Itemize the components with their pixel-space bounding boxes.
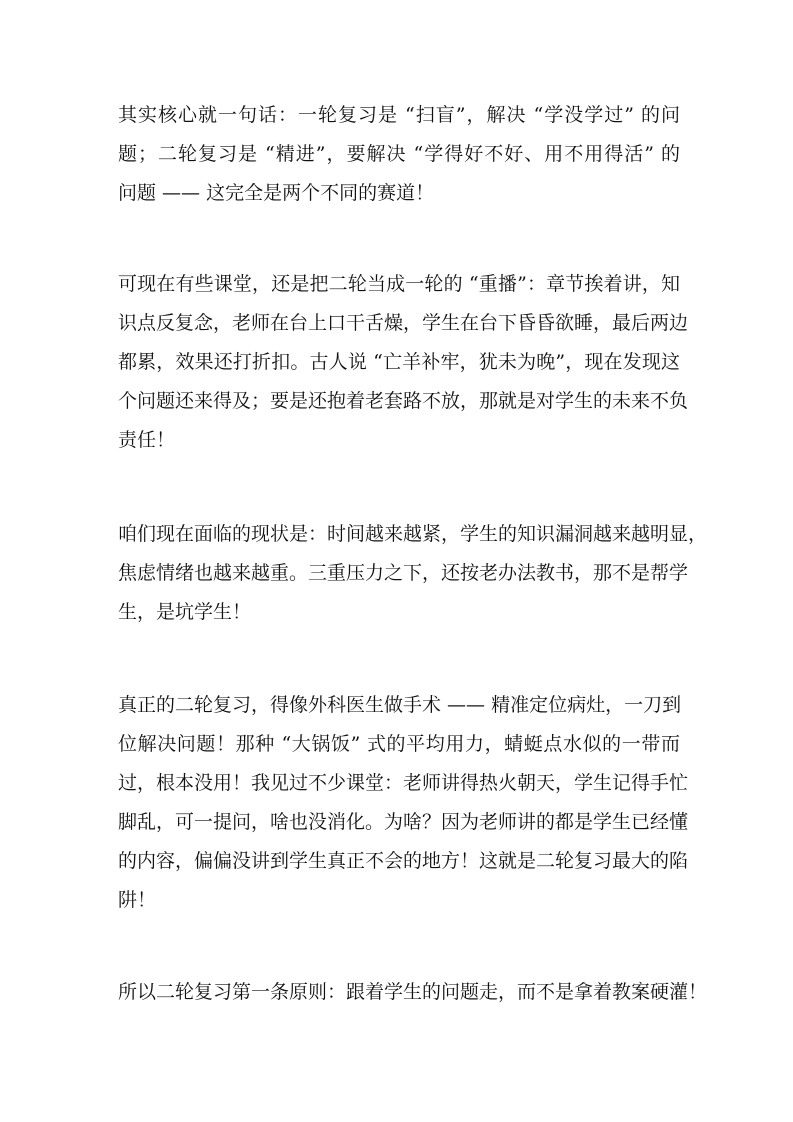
text-line: 位解决问题！那种 “大锅饭” 式的平均用力，蜻蜓点水似的一带而 bbox=[118, 733, 680, 755]
paragraph-2 bbox=[118, 265, 689, 460]
text-line: 脚乱，可一提问，啥也没消化。为啥？因为老师讲的都是学生已经懂 bbox=[118, 811, 689, 833]
text-line: 生，是坑学生！ bbox=[118, 601, 252, 623]
text-line: 咱们现在面临的现状是：时间越来越紧，学生的知识漏洞越来越明显， bbox=[118, 523, 708, 545]
text-line: 个问题还来得及；要是还抱着老套路不放，那就是对学生的未来不负 bbox=[118, 390, 689, 412]
text-line: 可现在有些课堂，还是把二轮当成一轮的 “重播”：章节挨着讲，知 bbox=[118, 273, 680, 295]
text-line: 真正的二轮复习，得像外科医生做手术 —— 精准定位病灶，一刀到 bbox=[118, 694, 682, 716]
paragraph-1 bbox=[118, 96, 680, 213]
text-line: 所以二轮复习第一条原则：跟着学生的问题走，而不是拿着教案硬灌！ bbox=[118, 981, 708, 1003]
text-line: 都累，效果还打折扣。古人说 “亡羊补牢，犹未为晚”，现在发现这 bbox=[118, 351, 680, 373]
paragraph-5 bbox=[118, 973, 708, 1012]
paragraph-3 bbox=[118, 515, 708, 632]
text-line: 识点反复念，老师在台上口干舌燥，学生在台下昏昏欲睡，最后两边 bbox=[118, 312, 689, 334]
text-line: 过，根本没用！我见过不少课堂：老师讲得热火朝天，学生记得手忙 bbox=[118, 772, 689, 794]
text-line: 的内容，偏偏没讲到学生真正不会的地方！这就是二轮复习最大的陷 bbox=[118, 850, 689, 872]
text-line: 问题 —— 这完全是两个不同的赛道！ bbox=[118, 182, 435, 204]
text-line: 责任！ bbox=[118, 429, 176, 451]
text-line: 阱！ bbox=[118, 889, 157, 911]
paragraph-4 bbox=[118, 686, 689, 920]
text-line: 焦虑情绪也越来越重。三重压力之下，还按老办法教书，那不是帮学 bbox=[118, 562, 689, 584]
text-line: 题；二轮复习是 “精进”，要解决 “学得好不好、用不用得活” 的 bbox=[118, 143, 680, 165]
text-line: 其实核心就一句话：一轮复习是 “扫盲”，解决 “学没学过” 的问 bbox=[118, 104, 680, 126]
